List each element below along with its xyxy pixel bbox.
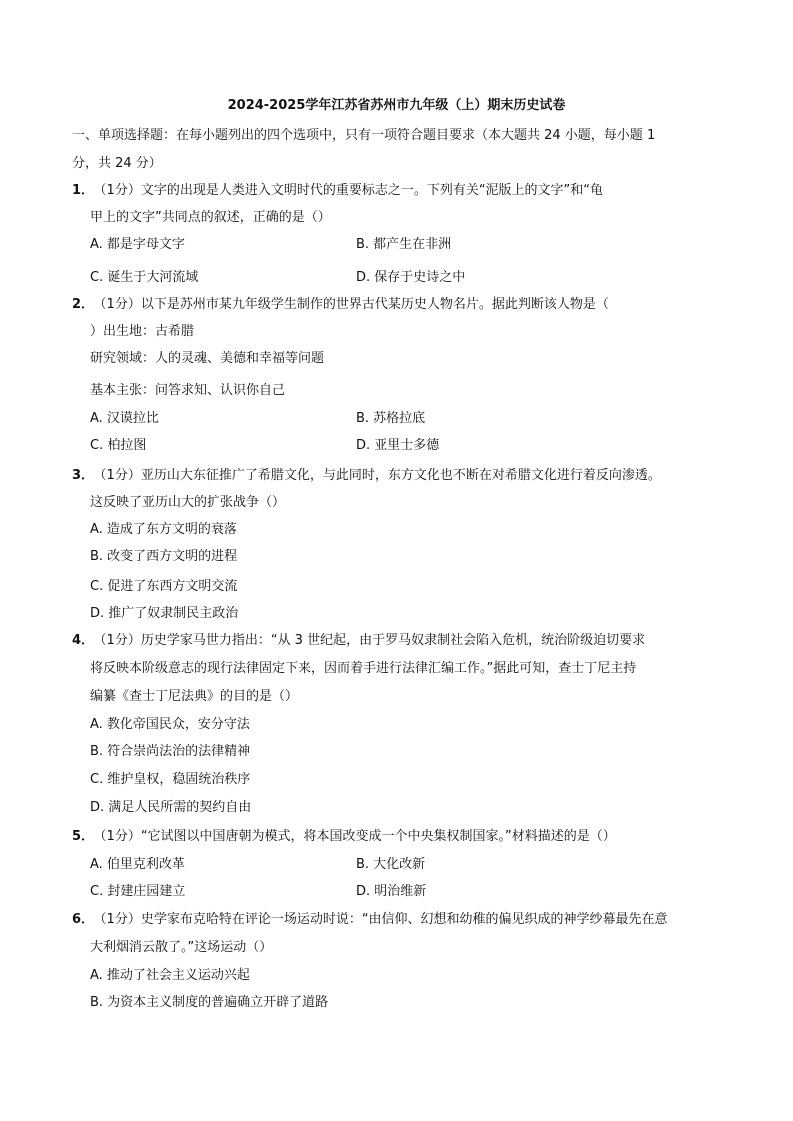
section-heading-line1: 一、单项选择题：在每小题列出的四个选项中，只有一项符合题目要求（本大题共 24 小题，每小题 1 bbox=[72, 128, 656, 143]
section-heading-line2: 分，共 24 分） bbox=[72, 156, 162, 171]
option-a: A. 汉谟拉比 bbox=[90, 411, 159, 426]
question-text-continued: 大利烟消云散了。”这场运动（） bbox=[90, 940, 273, 955]
option-a: A. 造成了东方文明的衰落 bbox=[90, 522, 237, 537]
question-text-continued: ）出生地：古希腊 bbox=[90, 324, 195, 339]
question-text-continued: 甲上的文字”共同点的叙述，正确的是（） bbox=[90, 210, 331, 225]
option-a: A. 都是字母文字 bbox=[90, 237, 185, 252]
option-c: C. 促进了东西方文明交流 bbox=[90, 579, 238, 594]
question-text-continued: 基本主张：问答求知、认识你自己 bbox=[90, 383, 286, 398]
question-text: （1分）以下是苏州市某九年级学生制作的世界古代某历史人物名片。据此判断该人物是（ bbox=[100, 297, 609, 312]
question-2 bbox=[72, 296, 609, 314]
question-text: （1分）文字的出现是人类进入文明时代的重要标志之一。下列有关“泥版上的文字”和“龟 bbox=[100, 183, 604, 198]
option-a: A. 教化帝国民众，安分守法 bbox=[90, 717, 250, 732]
option-d: D. 保存于史诗之中 bbox=[356, 270, 466, 285]
question-text: （1分）历史学家马世力指出：“从 3 世纪起，由于罗马奴隶制社会陷入危机，统治阶级迫切要求 bbox=[100, 633, 646, 648]
question-text: （1分）亚历山大东征推广了希腊文化，与此同时，东方文化也不断在对希腊文化进行着反向渗透。 bbox=[100, 468, 661, 483]
option-d: D. 亚里士多德 bbox=[356, 438, 440, 453]
question-number: 5． bbox=[72, 829, 95, 844]
question-number: 6． bbox=[72, 912, 95, 927]
question-6 bbox=[72, 911, 668, 929]
option-b: B. 为资本主义制度的普遍确立开辟了道路 bbox=[90, 995, 329, 1010]
question-text-continued: 编纂《查士丁尼法典》的目的是（） bbox=[90, 689, 299, 704]
option-b: B. 苏格拉底 bbox=[356, 411, 426, 426]
question-number: 3． bbox=[72, 468, 95, 483]
option-c: C. 维护皇权，稳固统治秩序 bbox=[90, 772, 251, 787]
question-number: 2． bbox=[72, 297, 95, 312]
option-d: D. 明治维新 bbox=[356, 884, 427, 899]
option-b: B. 改变了西方文明的进程 bbox=[90, 549, 238, 564]
question-text-continued: 研究领域：人的灵魂、美德和幸福等问题 bbox=[90, 351, 325, 366]
page-title: 2024-2025学年江苏省苏州市九年级（上）期末历史试卷 bbox=[227, 98, 566, 113]
question-text-continued: 将反映本阶级意志的现行法律固定下来，因而着手进行法律汇编工作。”据此可知，查士丁尼主持 bbox=[90, 661, 637, 676]
option-b: B. 都产生在非洲 bbox=[356, 237, 452, 252]
question-number: 4． bbox=[72, 633, 95, 648]
option-c: C. 封建庄园建立 bbox=[90, 884, 186, 899]
question-4 bbox=[72, 632, 645, 650]
question-text-continued: 这反映了亚历山大的扩张战争（） bbox=[90, 495, 286, 510]
option-a: A. 推动了社会主义运动兴起 bbox=[90, 968, 250, 983]
option-b: B. 大化改新 bbox=[356, 857, 426, 872]
question-3 bbox=[72, 467, 661, 485]
question-number: 1． bbox=[72, 183, 95, 198]
question-5 bbox=[72, 828, 616, 846]
option-c: C. 柏拉图 bbox=[90, 438, 147, 453]
question-1 bbox=[72, 182, 603, 200]
option-a: A. 伯里克利改革 bbox=[90, 857, 185, 872]
option-d: D. 满足人民所需的契约自由 bbox=[90, 800, 252, 815]
question-text: （1分）史学家布克哈特在评论一场运动时说：“由信仰、幻想和幼稚的偏见织成的神学纱幕最先在意 bbox=[100, 912, 668, 927]
option-b: B. 符合崇尚法治的法律精神 bbox=[90, 744, 251, 759]
option-c: C. 诞生于大河流域 bbox=[90, 270, 199, 285]
question-text: （1分）“它试图以中国唐朝为模式，将本国改变成一个中央集权制国家。”材料描述的是（） bbox=[100, 829, 616, 844]
option-d: D. 推广了奴隶制民主政治 bbox=[90, 606, 239, 621]
